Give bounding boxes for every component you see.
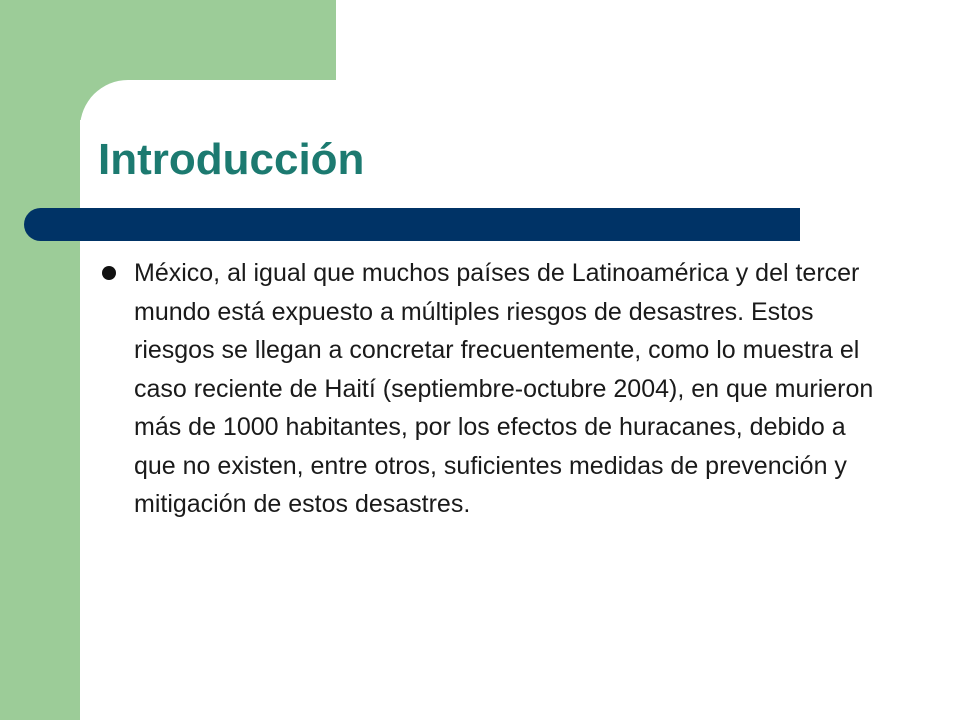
title-underline-bar <box>24 208 800 241</box>
bullet-text: México, al igual que muchos países de Latinoamérica y del tercer mundo está expuesto a múltiples riesgos de desastres. Estos riesgos se llegan a concretar frecuentemente, como lo muestra el caso reciente de Haití (septiembre-octubre 2004), en que murieron más de 1000 habitantes, por los efectos de huracanes, debido a que no existen, entre otros, suficientes medidas de prevención y mitigación de estos desastres. <box>134 259 874 518</box>
bullet-list <box>100 254 890 524</box>
bullet-dot-icon <box>102 266 116 280</box>
slide-title: Introducción <box>98 135 365 184</box>
bullet-item <box>100 254 890 524</box>
